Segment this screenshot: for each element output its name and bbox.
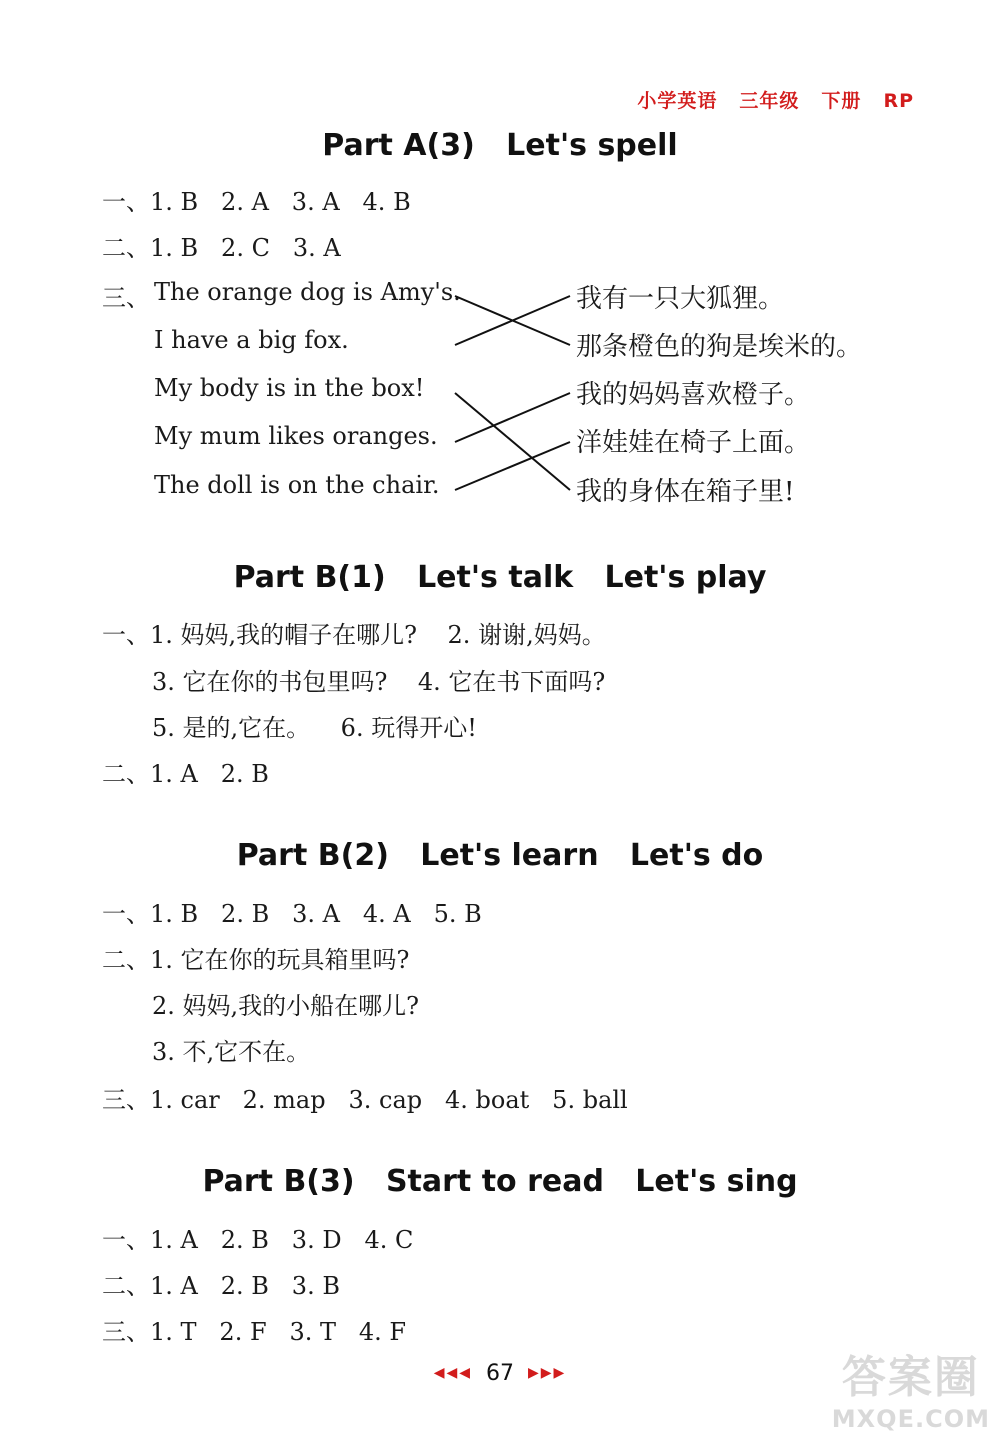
match-left-item: The doll is on the chair. <box>154 471 440 499</box>
section-title-b3: Part B(3) Start to read Let's sing <box>202 1164 798 1199</box>
match-right-item: 我的身体在箱子里! <box>576 477 795 507</box>
matching-lines <box>0 0 1000 600</box>
match-left-item: My body is in the box! <box>154 374 425 402</box>
header-grade: 三年级 <box>739 90 800 112</box>
header-volume: 下册 <box>821 90 862 112</box>
answer-line: 5. 是的,它在。 6. 玩得开心! <box>152 714 477 742</box>
match-right-item: 我有一只大狐狸。 <box>576 284 785 314</box>
match-right-item: 那条橙色的狗是埃米的。 <box>576 332 863 362</box>
answer-line: 3. 它在你的书包里吗? 4. 它在书下面吗? <box>152 668 606 696</box>
watermark <box>832 1341 990 1433</box>
answer-line: 二、1. A 2. B 3. B <box>102 1272 340 1300</box>
match-prefix: 三、 <box>102 284 150 312</box>
watermark-url: MXQE.COM <box>831 1405 990 1433</box>
section-title-b1: Part B(1) Let's talk Let's play <box>233 560 767 595</box>
section-title-b2: Part B(2) Let's learn Let's do <box>236 838 764 873</box>
next-arrows-icon: ▶▶▶ <box>528 1365 567 1381</box>
section-title-a3: Part A(3) Let's spell <box>322 128 678 163</box>
match-right-item: 我的妈妈喜欢橙子。 <box>576 380 811 410</box>
match-line <box>455 393 570 442</box>
answer-line: 一、1. A 2. B 3. D 4. C <box>102 1226 414 1254</box>
header-subject: 小学英语 <box>637 90 718 112</box>
match-right-item: 洋娃娃在椅子上面。 <box>576 428 811 458</box>
header-edition: RP <box>883 90 914 112</box>
match-left-item: I have a big fox. <box>154 326 349 354</box>
answer-line: 一、1. B 2. B 3. A 4. A 5. B <box>102 900 482 928</box>
answer-line: 二、1. 它在你的玩具箱里吗? <box>102 946 410 974</box>
answer-line: 三、1. T 2. F 3. T 4. F <box>102 1318 407 1346</box>
answer-line: 二、1. A 2. B <box>102 760 269 788</box>
match-line <box>455 442 570 490</box>
answer-line: 二、1. B 2. C 3. A <box>102 234 341 262</box>
prev-arrows-icon: ◀◀◀ <box>433 1365 472 1381</box>
answer-line: 三、1. car 2. map 3. cap 4. boat 5. ball <box>102 1086 628 1114</box>
answer-line: 一、1. 妈妈,我的帽子在哪儿? 2. 谢谢,妈妈。 <box>102 621 606 649</box>
match-left-item: My mum likes oranges. <box>154 422 438 450</box>
match-line <box>455 393 570 490</box>
match-left-item: The orange dog is Amy's. <box>154 278 461 306</box>
answer-line: 3. 不,它不在。 <box>152 1038 311 1066</box>
answer-line: 一、1. B 2. A 3. A 4. B <box>102 188 411 216</box>
answer-line: 2. 妈妈,我的小船在哪儿? <box>152 992 420 1020</box>
page-number: 67 <box>486 1360 514 1386</box>
watermark-text: 答案圈 <box>841 1352 980 1403</box>
